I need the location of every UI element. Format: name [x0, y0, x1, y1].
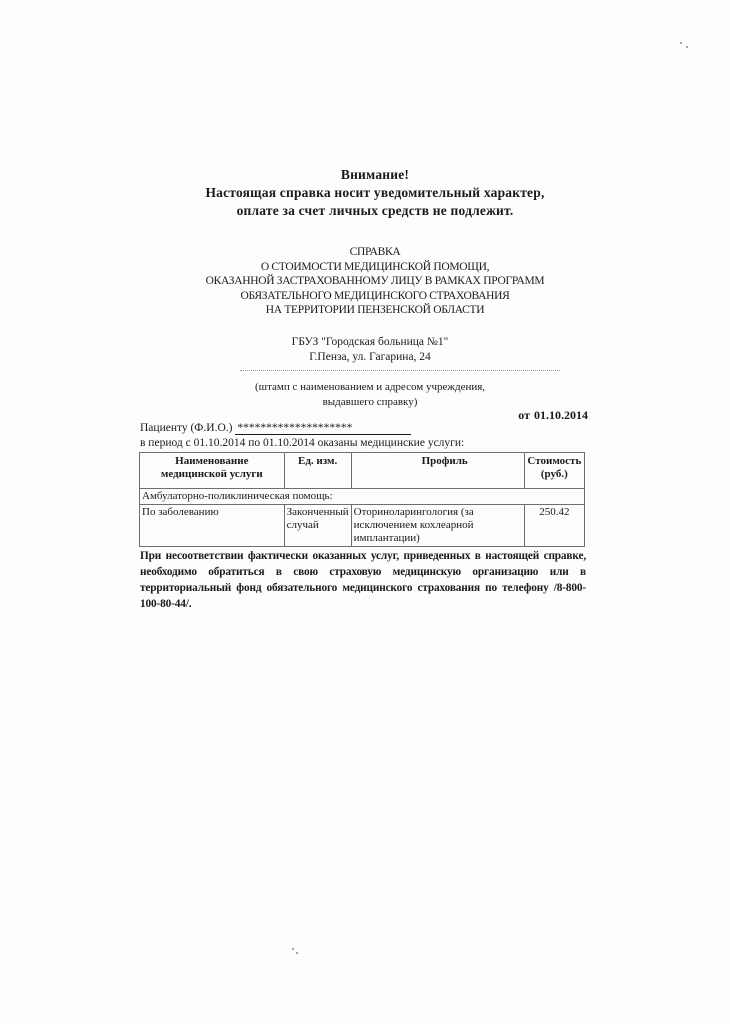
period-text: в период с 01.10.2014 по 01.10.2014 оказаны медицинские услуги:: [140, 437, 465, 449]
services-table: [139, 452, 585, 547]
title-line-2: О СТОИМОСТИ МЕДИЦИНСКОЙ ПОМОЩИ,: [260, 260, 490, 273]
scan-speck: [296, 952, 298, 954]
issue-date-value: 01.10.2014: [534, 408, 588, 422]
table-header-row: [140, 453, 585, 489]
issue-date-label: от: [518, 408, 530, 422]
organization-address: Г.Пенза, ул. Гагарина, 24: [309, 351, 431, 363]
title-line-5: НА ТЕРРИТОРИИ ПЕНЗЕНСКОЙ ОБЛАСТИ: [265, 304, 485, 316]
cell-cost: 250.42: [524, 505, 584, 547]
stamp-divider: [240, 370, 560, 371]
issue-date: [518, 408, 588, 423]
table-row: [140, 505, 585, 547]
organization-name: ГБУЗ "Городская больница №1": [291, 336, 449, 348]
header-unit: Ед. изм.: [284, 453, 351, 489]
title-line-4: ОБЯЗАТЕЛЬНОГО МЕДИЦИНСКОГО СТРАХОВАНИЯ: [240, 289, 510, 302]
document-title: [140, 245, 610, 318]
attention-block: [140, 166, 610, 220]
group-label: Амбулаторно-поликлиническая помощь:: [140, 489, 585, 505]
stamp-note-line-2: выдавшего справку): [322, 396, 418, 408]
stamp-note-line-1: (штамп с наименованием и адресом учреждения,: [254, 381, 486, 393]
attention-heading: Внимание!: [340, 167, 410, 182]
stamp-note: [200, 380, 540, 410]
patient-line: [140, 422, 411, 435]
patient-name: ********************: [235, 423, 411, 435]
title-line-1: СПРАВКА: [349, 246, 401, 258]
cell-service: По заболеванию: [140, 505, 285, 547]
patient-label: Пациенту (Ф.И.О.): [140, 422, 233, 434]
cell-unit: Законченный случай: [284, 505, 351, 547]
header-cost: Стоимость (руб.): [524, 453, 584, 489]
title-line-3: ОКАЗАННОЙ ЗАСТРАХОВАННОМУ ЛИЦУ В РАМКАХ ПРОГРАММ: [205, 275, 545, 287]
scan-speck: [686, 46, 688, 48]
attention-line-1: Настоящая справка носит уведомительный характер,: [205, 185, 545, 200]
table-group-row: [140, 489, 585, 505]
notice-paragraph: При несоответствии фактически оказанных услуг, приведенных в настоящей справке, необходимо обратиться в свою страховую медицинскую организацию или в территориальный фонд обязательного медицинского страхования по телефону /8-800-100-80-44/.: [140, 550, 586, 610]
header-profile: Профиль: [351, 453, 524, 489]
organization-block: [200, 335, 540, 365]
scan-speck: [680, 42, 682, 44]
scan-speck: [292, 948, 294, 950]
attention-line-2: оплате за счет личных средств не подлежит.: [236, 203, 514, 218]
cell-profile: Оториноларингология (за исключением кохлеарной имплантации): [351, 505, 524, 547]
header-service: Наименование медицинской услуги: [140, 453, 285, 489]
